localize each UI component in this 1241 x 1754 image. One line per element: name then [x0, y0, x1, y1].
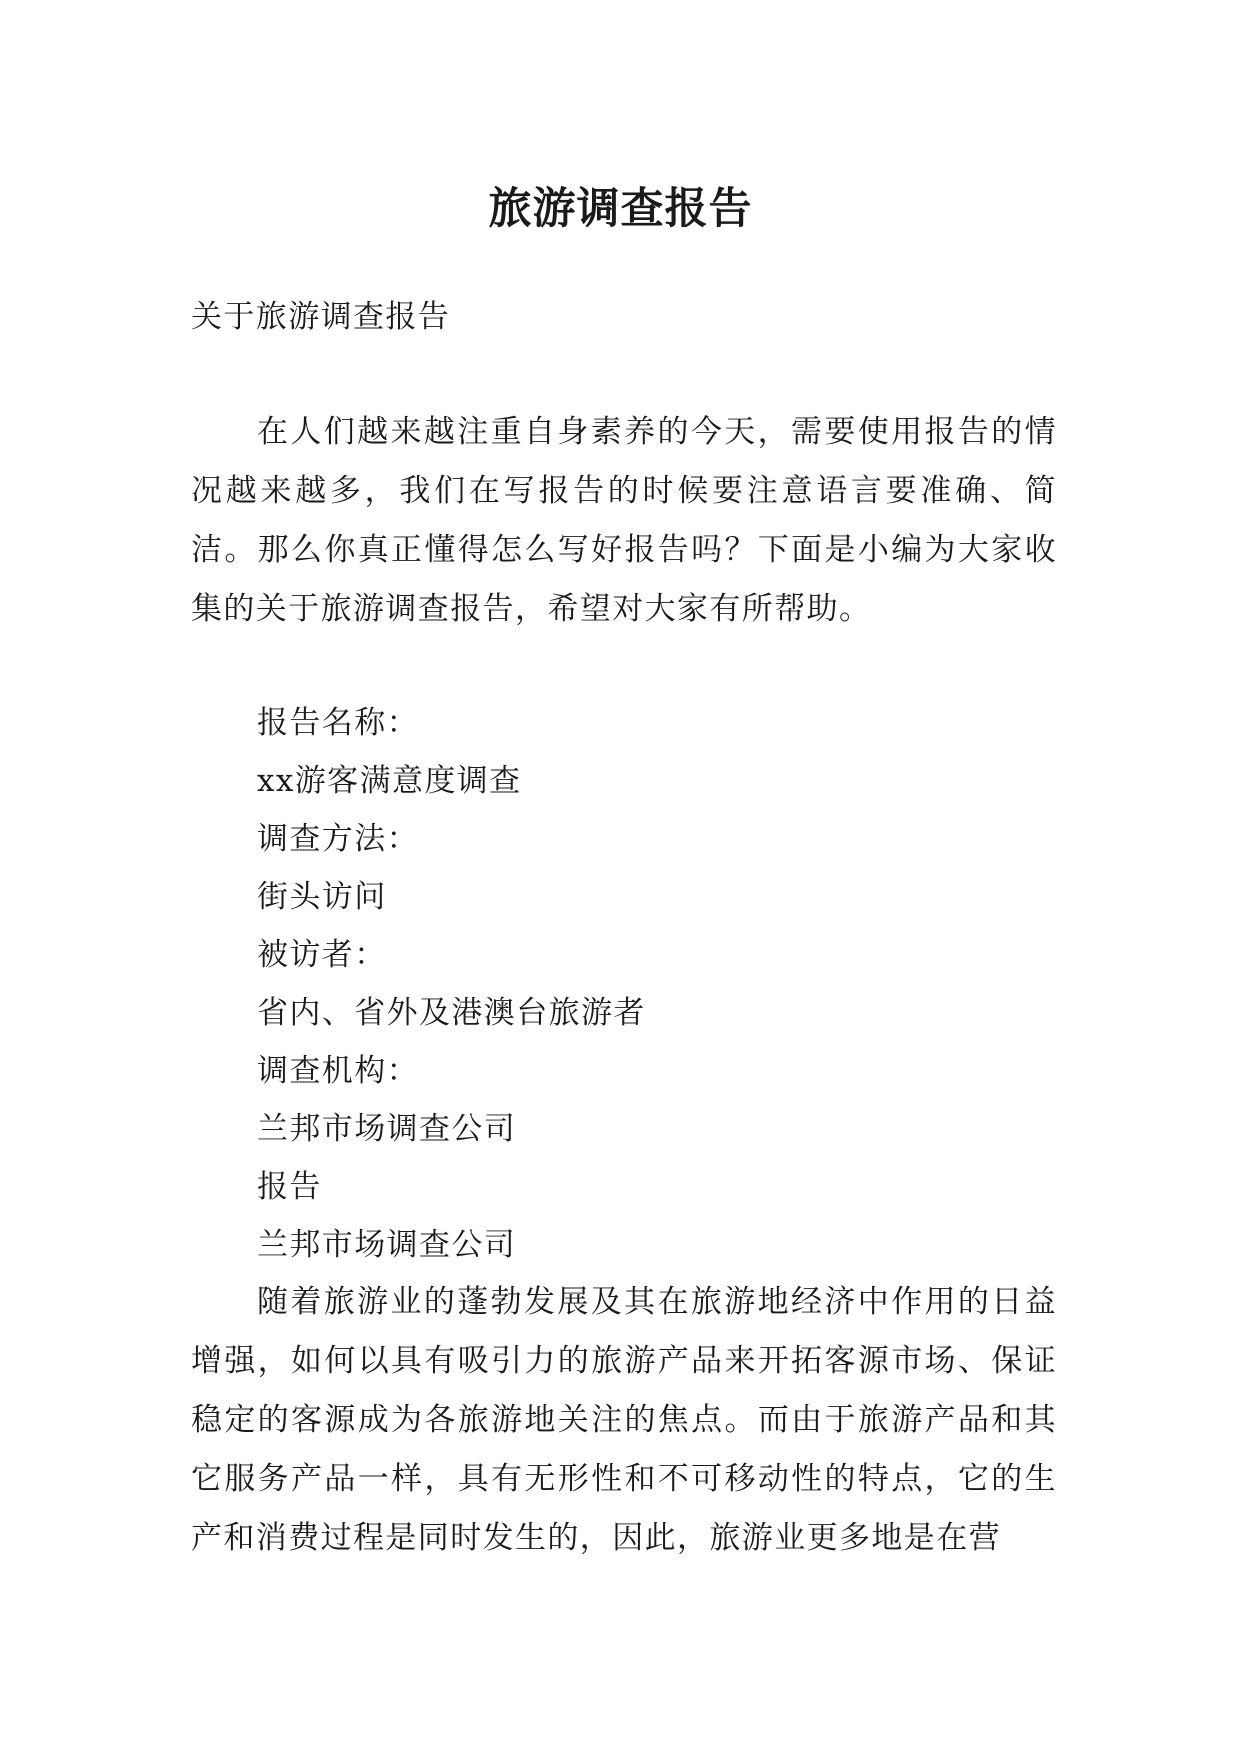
field-value-survey-method: 街头访问	[257, 879, 387, 915]
field-value-respondents: 省内、省外及港澳台旅游者	[257, 995, 646, 1031]
document-title: 旅游调查报告	[488, 183, 753, 234]
field-value-report: 兰邦市场调查公司	[257, 1227, 517, 1263]
document-subtitle: 关于旅游调查报告	[191, 299, 451, 335]
field-label-survey-agency: 调查机构：	[257, 1053, 419, 1089]
field-label-survey-method: 调查方法：	[257, 821, 419, 857]
field-value-report-name: xx游客满意度调查	[257, 763, 522, 799]
field-label-report-name: 报告名称：	[257, 705, 419, 741]
field-value-survey-agency: 兰邦市场调查公司	[257, 1111, 517, 1147]
body-paragraph: 随着旅游业的蓬勃发展及其在旅游地经济中作用的日益增强，如何以具有吸引力的旅游产品来开拓客源市场、保证稳定的客源成为各旅游地关注的焦点。而由于旅游产品和其它服务产品一样，具有无形性和不可移动性的特点，它的生产和消费过程是同时发生的，因此，旅游业更多地是在营	[191, 1284, 1057, 1556]
intro-paragraph: 在人们越来越注重自身素养的今天，需要使用报告的情况越来越多，我们在写报告的时候要注意语言要准确、简洁。那么你真正懂得怎么写好报告吗？下面是小编为大家收集的关于旅游调查报告，希望对大家有所帮助。	[191, 414, 1057, 627]
field-label-respondents: 被访者：	[257, 937, 387, 973]
field-label-report: 报告	[257, 1169, 322, 1205]
report-fields	[191, 694, 1057, 1274]
